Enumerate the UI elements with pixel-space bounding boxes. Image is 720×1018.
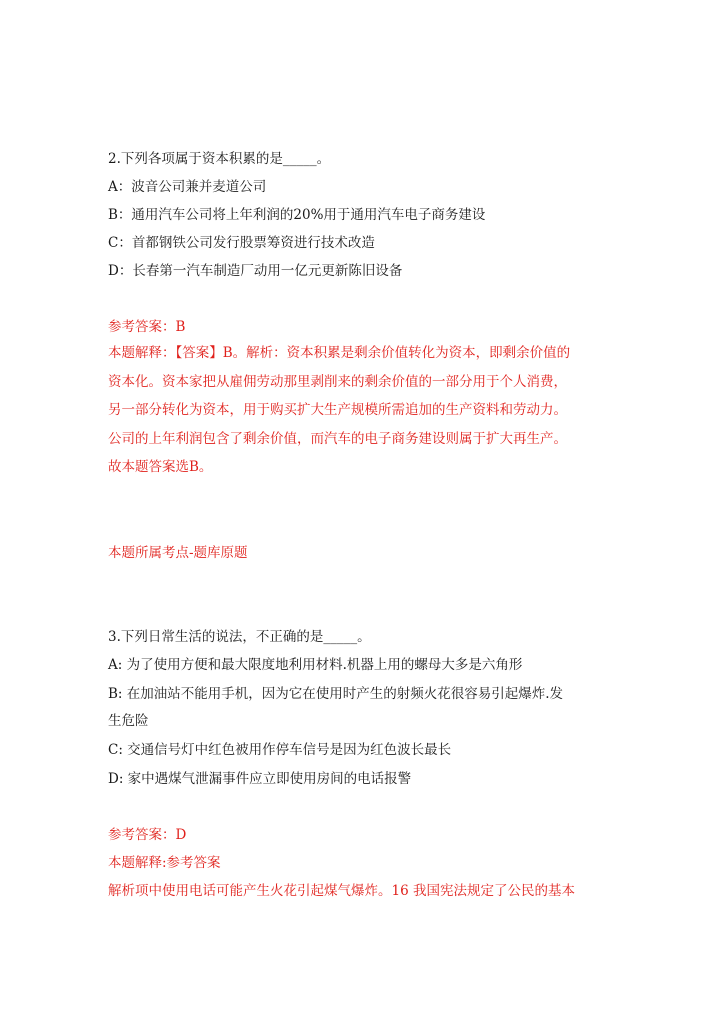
question-2-stem: 2.下列各项属于资本积累的是_____。 <box>108 151 331 167</box>
question-3-option-b: B: 在加油站不能用手机，因为它在使用时产生的射频火花很容易引起爆炸.发 <box>108 686 564 702</box>
question-3-stem: 3.下列日常生活的说法，不正确的是_____。 <box>108 629 371 645</box>
question-3-option-d: D: 家中遇煤气泄漏事件应立即使用房间的电话报警 <box>108 771 412 787</box>
question-2-explanation <box>108 339 618 482</box>
question-2-option-c: C：首都钢铁公司发行股票筹资进行技术改造 <box>108 235 375 251</box>
question-3-option-b-cont: 生危险 <box>108 713 149 729</box>
question-3-answer: 参考答案：D <box>108 827 187 843</box>
explanation-line: 资本化。资本家把从雇佣劳动那里剥削来的剩余价值的一部分用于个人消费， <box>108 373 567 390</box>
question-2-answer: 参考答案：B <box>108 319 186 335</box>
question-3-option-c: C: 交通信号灯中红色被用作停车信号是因为红色波长最长 <box>108 742 452 758</box>
explanation-line: 另一部分转化为资本，用于购买扩大生产规模所需追加的生产资料和劳动力。 <box>108 402 567 418</box>
question-2-topic: 本题所属考点-题库原题 <box>108 545 248 561</box>
question-3-explanation-title: 本题解释:参考答案 <box>108 855 221 871</box>
question-2-option-b: B：通用汽车公司将上年利润的20%用于通用汽车电子商务建设 <box>108 207 486 223</box>
question-2-option-d: D：长春第一汽车制造厂动用一亿元更新陈旧设备 <box>108 263 403 279</box>
explanation-line: 本题解释：【答案】B。解析：资本积累是剩余价值转化为资本，即剩余价值的 <box>108 345 571 361</box>
question-2-option-a: A：波音公司兼并麦道公司 <box>108 179 267 195</box>
explanation-line: 故本题答案选B。 <box>108 459 213 475</box>
question-3-option-a: A: 为了使用方便和最大限度地利用材料.机器上用的螺母大多是六角形 <box>108 657 523 673</box>
question-3-explanation-text: 解析项中使用电话可能产生火花引起煤气爆炸。16 我国宪法规定了公民的基本 <box>108 883 575 899</box>
explanation-line: 公司的上年利润包含了剩余价值，而汽车的电子商务建设则属于扩大再生产。 <box>108 430 567 447</box>
